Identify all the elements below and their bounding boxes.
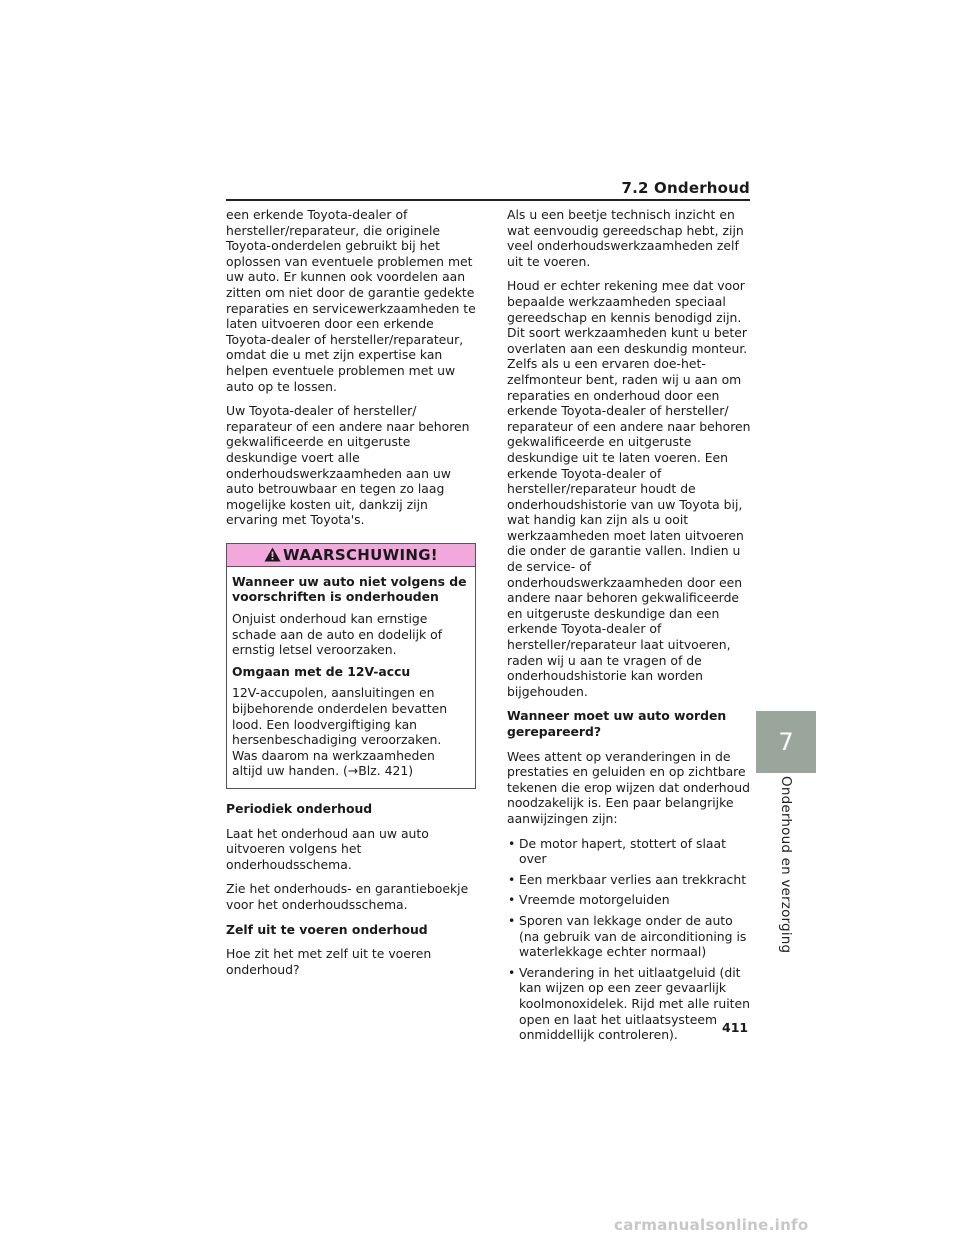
chapter-tab	[756, 711, 816, 773]
section-title: 7.2 Onderhoud	[621, 179, 750, 197]
warning-body	[227, 567, 475, 788]
right-paragraph-2: Houd er echter rekening mee dat voor bepaalde werkzaamheden speciaal gereedschap en kennis benodigd zijn. Dit soort werkzaamheden kunt u beter overlaten aan een deskundig monteur. Zelfs als u een ervaren doe-het-zelfmonteur bent, raden wij u aan om reparaties en onderhoud door een erkende Toyota-dealer of hersteller/ reparateur of een andere naar behoren gekwalificeerde en uitgeruste deskundige uit te laten voeren. Een erkende Toyota-dealer of hersteller/reparateur houdt de onderhoudshistorie van uw Toyota bij, wat handig kan zijn als u ooit werkzaamheden moet laten uitvoeren die onder de garantie vallen. Indien u de service- of onderhoudswerkzaamheden door een andere naar behoren gekwalificeerde en uitgeruste deskundige dan een erkende Toyota-dealer of hersteller/reparateur laat uitvoeren, raden wij u aan te vragen of de onderhoudshistorie kan worden bijgehouden.	[507, 278, 751, 699]
list-item: • Sporen van lekkage onder de auto (na gebruik van de airconditioning is waterlekkage echter normaal)	[507, 913, 752, 960]
page-number: 411	[722, 1020, 749, 1035]
heading-self-maintenance: Zelf uit te voeren onderhoud	[226, 921, 428, 937]
warning-heading-2: Omgaan met de 12V-accu	[232, 663, 411, 679]
left-paragraph-4: Zie het onderhouds- en garantieboekje voor het onderhoudsschema.	[226, 881, 469, 912]
right-paragraph-3: Wees attent op veranderingen in de prestaties en geluiden en op zichtbare tekenen die erop wijzen dat onderhoud noodzakelijk is. Een paar belangrijke aanwijzingen zijn:	[507, 748, 750, 826]
chapter-number: 7	[778, 728, 794, 756]
list-item: • Verandering in het uitlaatgeluid (dit kan wijzen op een zeer gevaarlijk koolmonoxidelek. Rijd met alle ruiten open en laat het uitlaatsysteem onmiddellijk controleren).	[507, 965, 752, 1043]
warning-heading-1: Wanneer uw auto niet volgens de voorschriften is onderhouden	[232, 573, 467, 605]
watermark: carmanualsonline.info	[614, 1216, 809, 1234]
chapter-title: Onderhoud en verzorging	[778, 776, 794, 954]
heading-periodic-maintenance: Periodiek onderhoud	[226, 801, 373, 816]
list-item: • Een merkbaar verlies aan trekkracht	[507, 872, 752, 888]
list-item: • Vreemde motorgeluiden	[507, 892, 752, 908]
right-column	[507, 207, 752, 1048]
warning-text-2: 12V-accupolen, aansluitingen en bijbehorende onderdelen bevatten lood. Een loodvergiftiging kan hersenbeschadiging veroorzaken. Was daarom na werkzaamheden altijd uw handen. (→Blz. 421)	[232, 685, 448, 779]
right-paragraph-1: Als u een beetje technisch inzicht en wat eenvoudig gereedschap hebt, zijn veel onderhoudswerkzaamheden zelf uit te voeren.	[507, 207, 744, 269]
warning-text-1: Onjuist onderhoud kan ernstige schade aan de auto en dodelijk of ernstig letsel veroorzaken.	[232, 611, 443, 658]
header-rule	[226, 199, 750, 201]
left-paragraph-3: Laat het onderhoud aan uw auto uitvoeren volgens het onderhoudsschema.	[226, 825, 429, 872]
warning-box	[226, 543, 476, 789]
warning-triangle-icon	[264, 546, 281, 568]
symptom-list	[507, 836, 752, 1043]
warning-header	[227, 544, 475, 567]
heading-when-repair: Wanneer moet uw auto worden gerepareerd?	[507, 708, 727, 739]
warning-title: WAARSCHUWING!	[283, 545, 438, 564]
list-item: • De motor hapert, stottert of slaat over	[507, 836, 752, 867]
left-paragraph-2: Uw Toyota-dealer of hersteller/ reparateur of een andere naar behoren gekwalificeerde en uitgeruste deskundige voert alle onderhoudswerkzaamheden aan uw auto betrouwbaar en tegen zo laag mogelijke kosten uit, dankzij zijn ervaring met Toyota's.	[226, 403, 470, 528]
left-paragraph-5: Hoe zit het met zelf uit te voeren onderhoud?	[226, 946, 432, 977]
left-paragraph-1: een erkende Toyota-dealer of hersteller/reparateur, die originele Toyota-onderdelen gebruikt bij het oplossen van eventuele problemen met uw auto. Er kunnen ook voordelen aan zitten om niet door de garantie gedekte reparaties en servicewerkzaamheden te laten uitvoeren door een erkende Toyota-dealer of hersteller/reparateur, omdat die u met zijn expertise kan helpen eventuele problemen met uw auto op te lossen.	[226, 207, 476, 394]
left-column	[226, 207, 476, 986]
